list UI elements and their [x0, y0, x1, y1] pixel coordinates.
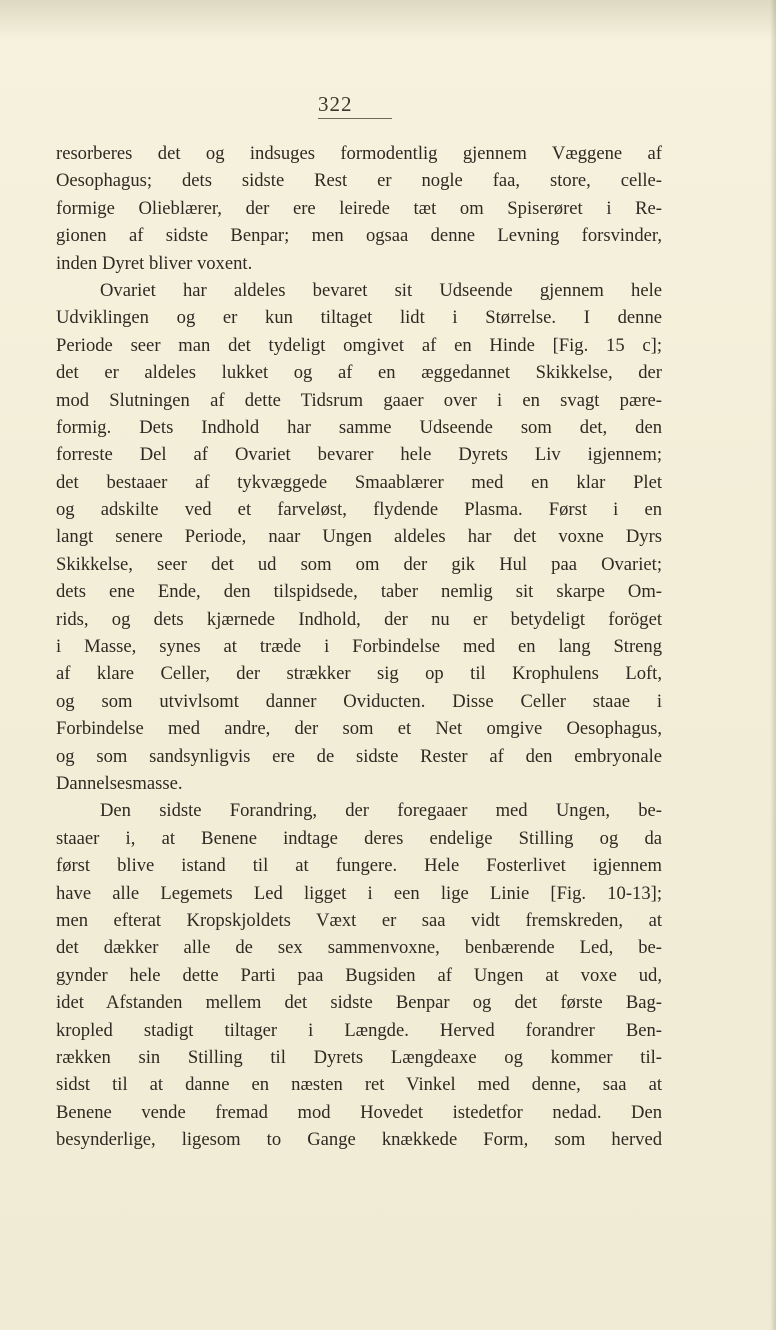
- text-line: formige Olieblærer, der ere leirede tæt om Spiserøret i Re-: [56, 197, 662, 219]
- text-line: Forbindelse med andre, der som et Net omgive Oesophagus,: [56, 718, 662, 740]
- text-line: og som utvivlsomt danner Oviducten. Disse Celler staae i: [56, 690, 662, 712]
- text-line: rids, og dets kjærnede Indhold, der nu er betydeligt foröget: [56, 608, 662, 630]
- text-line: have alle Legemets Led ligget i een lige Linie [Fig. 10-13];: [56, 882, 662, 904]
- text-line: Oesophagus; dets sidste Rest er nogle faa, store, celle-: [56, 170, 662, 192]
- text-line: rækken sin Stilling til Dyrets Længdeaxe og kommer til-: [56, 1046, 662, 1068]
- text-line: Skikkelse, seer det ud som om der gik Hul paa Ovariet;: [56, 553, 662, 575]
- page-number: 322: [318, 92, 353, 116]
- text-line: først blive istand til at fungere. Hele Fosterlivet igjennem: [56, 855, 662, 877]
- text-line: Periode seer man det tydeligt omgivet af en Hinde [Fig. 15 c];: [56, 334, 662, 356]
- text-line: det dækker alle de sex sammenvoxne, benbærende Led, be-: [56, 937, 662, 959]
- text-line: langt senere Periode, naar Ungen aldeles har det voxne Dyrs: [56, 526, 662, 548]
- text-line: kropled stadigt tiltager i Længde. Herved forandrer Ben-: [56, 1019, 662, 1041]
- text-line: og adskilte ved et farveløst, flydende Plasma. Først i en: [56, 499, 662, 521]
- text-line: formig. Dets Indhold har samme Udseende som det, den: [56, 416, 662, 438]
- text-line: Dannelsesmasse.: [56, 772, 183, 794]
- scan-top-shadow: [0, 0, 776, 40]
- text-line: Ovariet har aldeles bevaret sit Udseende gjennem hele: [100, 279, 662, 301]
- text-line: gionen af sidste Benpar; men ogsaa denne Levning forsvinder,: [56, 225, 662, 247]
- text-line: og som sandsynligvis ere de sidste Rester af den embryonale: [56, 745, 662, 767]
- text-line: dets ene Ende, den tilspidsede, taber nemlig sit skarpe Om-: [56, 581, 662, 603]
- text-line: i Masse, synes at træde i Forbindelse med en lang Streng: [56, 636, 662, 658]
- text-line: det bestaaer af tykvæggede Smaablærer med en klar Plet: [56, 471, 662, 493]
- text-line: besynderlige, ligesom to Gange knækkede Form, som herved: [56, 1129, 662, 1151]
- text-line: Den sidste Forandring, der foregaaer med Ungen, be-: [100, 800, 662, 822]
- text-line: resorberes det og indsuges formodentlig gjennem Væggene af: [56, 143, 662, 164]
- text-line: Udviklingen og er kun tiltaget lidt i Størrelse. I denne: [56, 307, 662, 329]
- text-line: Benene vende fremad mod Hovedet istedetfor nedad. Den: [56, 1101, 662, 1123]
- text-line: det er aldeles lukket og af en æggedannet Skikkelse, der: [56, 362, 662, 384]
- page-number-rule: [318, 118, 392, 119]
- body-text: [56, 140, 662, 1153]
- text-line: gynder hele dette Parti paa Bugsiden af Ungen at voxe ud,: [56, 964, 662, 986]
- text-line: af klare Celler, der strækker sig op til Krophulens Loft,: [56, 663, 662, 685]
- text-line: inden Dyret bliver voxent.: [56, 252, 253, 274]
- text-line: mod Slutningen af dette Tidsrum gaaer over i en svagt pære-: [56, 389, 662, 411]
- text-line: idet Afstanden mellem det sidste Benpar og det første Bag-: [56, 992, 662, 1014]
- text-line: sidst til at danne en næsten ret Vinkel med denne, saa at: [56, 1074, 662, 1096]
- text-line: forreste Del af Ovariet bevarer hele Dyrets Liv igjennem;: [56, 444, 662, 466]
- text-line: men efterat Kropskjoldets Væxt er saa vidt fremskreden, at: [56, 909, 662, 931]
- scan-page-edge: [770, 0, 776, 1330]
- text-line: staaer i, at Benene indtage deres endelige Stilling og da: [56, 827, 662, 849]
